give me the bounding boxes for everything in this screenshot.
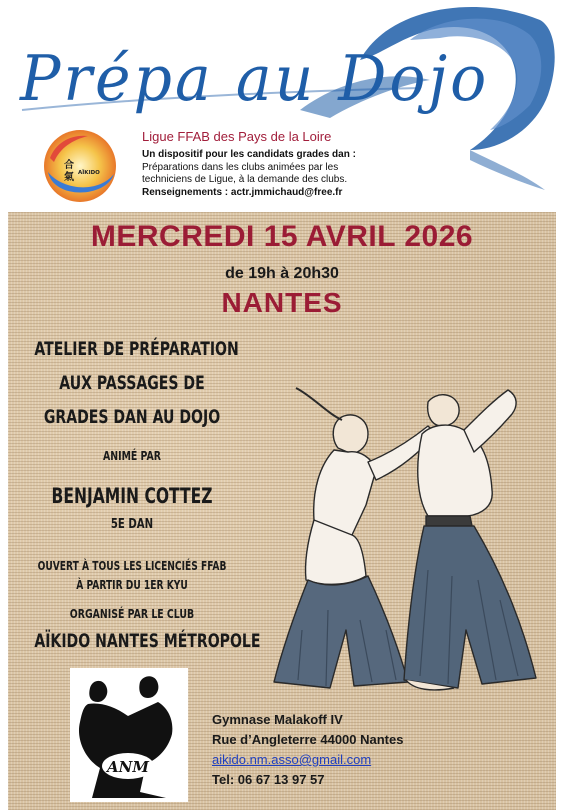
audience-block (32, 557, 233, 595)
event-time: de 19h à 20h30 (225, 265, 339, 282)
anm-club-logo-icon (70, 668, 188, 802)
organise-label: ORGANISÉ PAR LE CLUB (69, 607, 195, 621)
contact-email[interactable]: actr.jmmichaud@free.fr (230, 186, 343, 198)
audience-line-1: OUVERT À TOUS LES LICENCIÉS FFAB (37, 559, 227, 573)
contact-line (142, 187, 382, 200)
svg-text:ANM: ANM (107, 758, 149, 776)
anime-par-label: ANIMÉ PAR (103, 449, 161, 463)
poster-header (0, 0, 564, 210)
audience-line-2: À PARTIR DU 1ER KYU (76, 578, 188, 592)
ligue-aikido-logo-icon (42, 128, 118, 204)
event-city: NANTES (221, 287, 343, 318)
svg-text:AÏKIDO: AÏKIDO (78, 170, 100, 176)
svg-text:合: 合 (64, 160, 74, 171)
atelier-line-2: AUX PASSAGES DE (59, 372, 205, 394)
svg-text:氣: 氣 (64, 172, 74, 183)
instructor-name: BENJAMIN COTTEZ (51, 484, 213, 508)
description-bold: Un dispositif pour les candidats grades dan : (142, 149, 356, 160)
club-email-link[interactable]: aikido.nm.asso@gmail.com (212, 752, 372, 767)
atelier-line-3: GRADES DAN AU DOJO (43, 406, 221, 428)
atelier-block (0, 332, 264, 434)
venue-street: Rue d’Angleterre 44000 Nantes (212, 732, 404, 747)
atelier-line-1: ATELIER DE PRÉPARATION (34, 338, 239, 360)
venue-name: Gymnase Malakoff IV (212, 712, 343, 727)
contact-label: Renseignements : (142, 186, 231, 198)
event-date: MERCREDI 15 AVRIL 2026 (90, 220, 474, 253)
instructor-grade: 5E DAN (110, 517, 154, 532)
venue-address (212, 710, 403, 790)
club-name: AÏKIDO NANTES MÉTROPOLE (34, 630, 261, 652)
poster-title: Prépa au Dojo (20, 42, 490, 116)
description-text: Préparations dans les clubs animées par les techniciens de Ligue, à la demande des clubs. (142, 161, 348, 185)
header-description (142, 149, 382, 199)
ligue-name: Ligue FFAB des Pays de la Loire (142, 129, 332, 144)
aikido-practitioners-illustration-icon (268, 330, 558, 700)
club-phone: Tel: 06 67 13 97 57 (212, 772, 325, 787)
